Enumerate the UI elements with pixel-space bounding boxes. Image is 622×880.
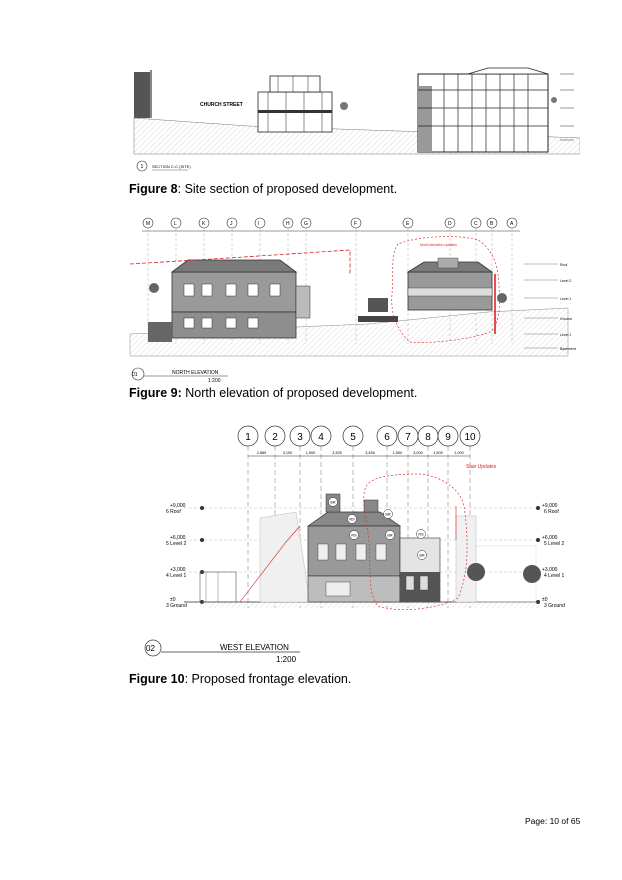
fig10-stair-note: Stair Updates bbox=[466, 464, 497, 470]
fig10-grid-label: 1 bbox=[245, 432, 251, 443]
fig10-level-value-left: +3,000 bbox=[170, 567, 186, 573]
fig9-level-tag: Roof bbox=[560, 263, 568, 267]
fig10-grid-label: 10 bbox=[464, 432, 476, 443]
fig9-grid-label: F bbox=[354, 221, 358, 227]
fig10-level-value-right: ±0 bbox=[542, 597, 548, 603]
fig10-level-name-left: 5 Level 2 bbox=[166, 541, 187, 547]
fig9-grid-label: B bbox=[490, 221, 494, 227]
fig10-tag-label: BR bbox=[385, 512, 391, 517]
fig10-level-marker-right bbox=[536, 506, 540, 510]
fig10-view-number: 02 bbox=[146, 644, 155, 653]
figure-10-caption-text: : Proposed frontage elevation. bbox=[184, 672, 352, 686]
figure-9-drawing bbox=[128, 214, 580, 386]
fig10-tag-label: BR bbox=[330, 500, 336, 505]
fig10-grid-label: 6 bbox=[384, 432, 390, 443]
fig10-grid-label: 2 bbox=[272, 432, 278, 443]
fig10-level-marker-left bbox=[200, 506, 204, 510]
fig10-level-name-left: 4 Level 1 bbox=[166, 573, 187, 579]
fig10-dimension-value: 3,100 bbox=[282, 451, 293, 455]
fig10-view-scale: 1:200 bbox=[276, 655, 297, 664]
fig9-grid-label: I bbox=[258, 221, 260, 227]
figure-10-caption-label: Figure 10 bbox=[129, 672, 185, 686]
figure-10-levels-right bbox=[536, 503, 565, 609]
figure-8-caption-text: : Site section of proposed development. bbox=[177, 182, 398, 196]
fig10-level-value-right: +6,000 bbox=[542, 535, 558, 541]
fig10-grid-label: 8 bbox=[425, 432, 431, 443]
figure-10-levels-left bbox=[166, 503, 204, 609]
fig9-grid-label: C bbox=[474, 221, 478, 227]
fig10-dimension-value: 3,000 bbox=[413, 451, 423, 455]
fig10-level-value-right: +9,000 bbox=[542, 503, 558, 509]
fig10-level-name-right: 6 Roof bbox=[544, 509, 559, 515]
fig10-grid-label: 4 bbox=[318, 432, 324, 443]
fig9-grid-label: M bbox=[146, 221, 151, 227]
fig10-grid-label: 5 bbox=[350, 432, 356, 443]
fig10-level-value-left: ±0 bbox=[170, 597, 176, 603]
figure-8-caption-label: Figure 8 bbox=[129, 182, 178, 196]
fig9-level-tag: Level 1 bbox=[560, 333, 572, 337]
fig9-view-scale: 1:200 bbox=[208, 378, 221, 384]
fig9-updates-note: North elevation updates bbox=[420, 243, 457, 247]
fig9-grid-bubble bbox=[255, 218, 265, 228]
fig9-grid-label: E bbox=[406, 221, 410, 227]
fig9-grid-label: J bbox=[230, 221, 233, 227]
fig10-tag-label: RS bbox=[418, 532, 424, 537]
figure-9-caption bbox=[129, 386, 417, 400]
fig10-tag-label: BR bbox=[419, 553, 425, 558]
fig10-tag-label: RS bbox=[351, 533, 357, 538]
fig10-level-value-left: +9,000 bbox=[170, 503, 186, 509]
fig9-level-tag: Ground bbox=[560, 317, 572, 321]
fig10-dimension-value: 1,500 bbox=[433, 451, 443, 455]
fig10-grid-label: 3 bbox=[297, 432, 303, 443]
fig9-grid-label: K bbox=[202, 221, 206, 227]
fig10-level-name-right: 3 Ground bbox=[544, 603, 565, 609]
fig9-level-tag: Basement bbox=[560, 347, 576, 351]
fig9-grid-label: A bbox=[510, 221, 514, 227]
fig10-dimension-value: 1,500 bbox=[392, 451, 403, 455]
fig10-level-name-right: 4 Level 1 bbox=[544, 573, 565, 579]
fig9-grid-label: H bbox=[286, 221, 290, 227]
page-number: Page: 10 of 65 bbox=[525, 816, 581, 826]
fig9-view-title: NORTH ELEVATION bbox=[172, 370, 219, 376]
fig10-level-name-right: 5 Level 2 bbox=[544, 541, 565, 547]
figure-10-dimensions bbox=[248, 451, 470, 456]
fig9-level-tag: Level 2 bbox=[560, 279, 572, 283]
figure-10-drawing bbox=[140, 422, 580, 670]
fig9-grid-label: G bbox=[304, 221, 308, 227]
figure-8-caption bbox=[129, 182, 397, 196]
figure-10-caption bbox=[129, 672, 351, 686]
street-label: CHURCH STREET bbox=[200, 102, 243, 108]
fig10-tag-label: BR bbox=[387, 533, 393, 538]
figure-8-drawing bbox=[128, 62, 580, 178]
fig10-level-name-left: 3 Ground bbox=[166, 603, 187, 609]
fig10-level-value-right: +3,000 bbox=[542, 567, 558, 573]
fig10-level-marker-left bbox=[200, 538, 204, 542]
fig10-dimension-value: 3,455 bbox=[365, 451, 375, 455]
fig10-dimension-value: 2,885 bbox=[256, 451, 267, 455]
fig10-view-title: WEST ELEVATION bbox=[220, 643, 289, 652]
fig10-grid-label: 7 bbox=[405, 432, 411, 443]
fig10-level-marker-right bbox=[536, 538, 540, 542]
fig9-grid-label: D bbox=[448, 221, 452, 227]
section-label: SECTION C-C (SITE) bbox=[152, 164, 191, 169]
fig10-dimension-value: 1,500 bbox=[305, 451, 316, 455]
fig10-level-value-left: +6,000 bbox=[170, 535, 186, 541]
fig9-level-tag: Level 1 bbox=[560, 297, 572, 301]
fig9-grid-label: L bbox=[174, 221, 177, 227]
section-number: 1 bbox=[140, 164, 144, 170]
fig10-level-name-left: 6 Roof bbox=[166, 509, 181, 515]
fig9-view-number: 01 bbox=[132, 372, 138, 378]
fig10-dimension-value: 3,325 bbox=[332, 451, 342, 455]
fig10-grid-label: 9 bbox=[445, 432, 451, 443]
fig10-tag-label: RS bbox=[349, 517, 355, 522]
fig10-dimension-value: 1,000 bbox=[454, 451, 464, 455]
figure-9-caption-text: North elevation of proposed development. bbox=[181, 386, 418, 400]
figure-9-caption-label: Figure 9: bbox=[129, 386, 182, 400]
